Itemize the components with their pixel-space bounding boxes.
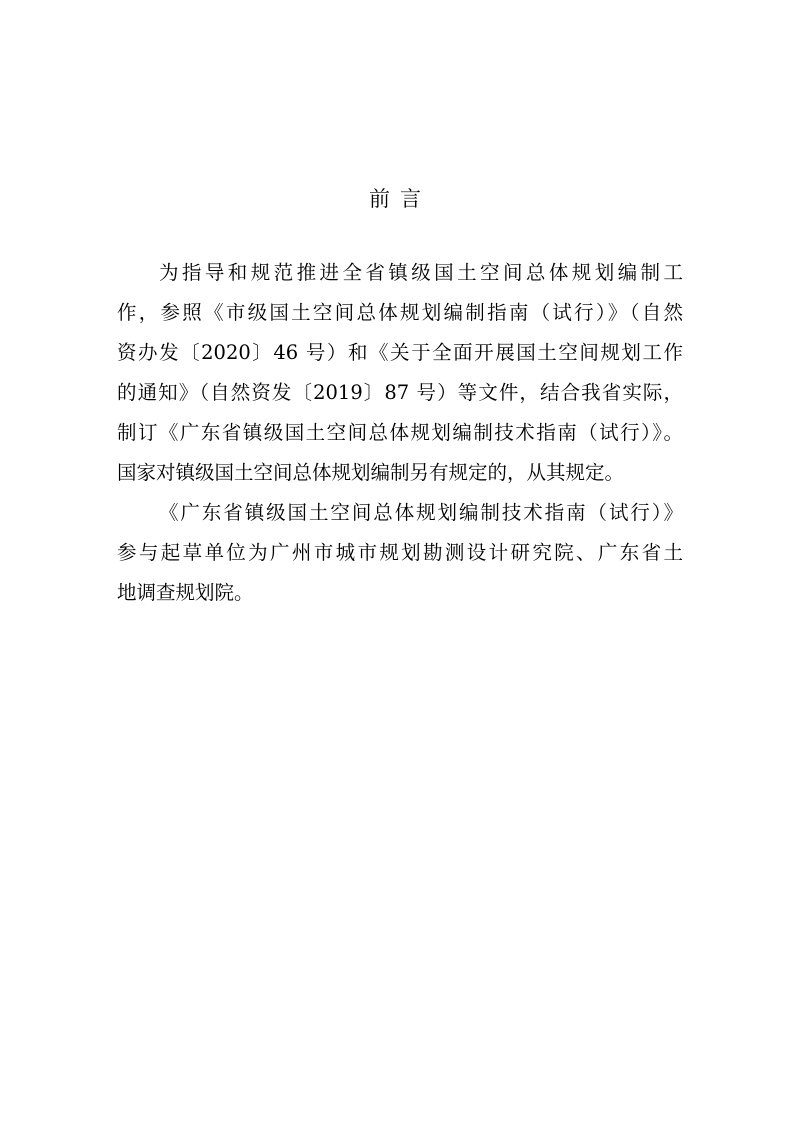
paragraph-line: 国家对镇级国土空间总体规划编制另有规定的，从其规定。	[117, 461, 625, 484]
page-title: 前言	[369, 187, 431, 211]
paragraph-line: 制订《广东省镇级国土空间总体规划编制技术指南（试行）》。	[117, 421, 683, 444]
paragraph-line: 资办发〔2020〕46 号）和《关于全面开展国土空间规划工作	[117, 341, 683, 364]
paragraph-line: 作，参照《市级国土空间总体规划编制指南（试行）》（自然	[117, 301, 683, 324]
paragraph-line: 的通知》（自然资发〔2019〕87 号）等文件，结合我省实际，	[117, 381, 683, 404]
paragraph-line: 参与起草单位为广州市城市规划勘测设计研究院、广东省土	[117, 541, 683, 564]
paragraph-line: 《广东省镇级国土空间总体规划编制技术指南（试行）》	[159, 501, 683, 524]
paragraph-line: 地调查规划院。	[117, 581, 254, 604]
paragraph-line: 为指导和规范推进全省镇级国土空间总体规划编制工	[159, 261, 683, 284]
